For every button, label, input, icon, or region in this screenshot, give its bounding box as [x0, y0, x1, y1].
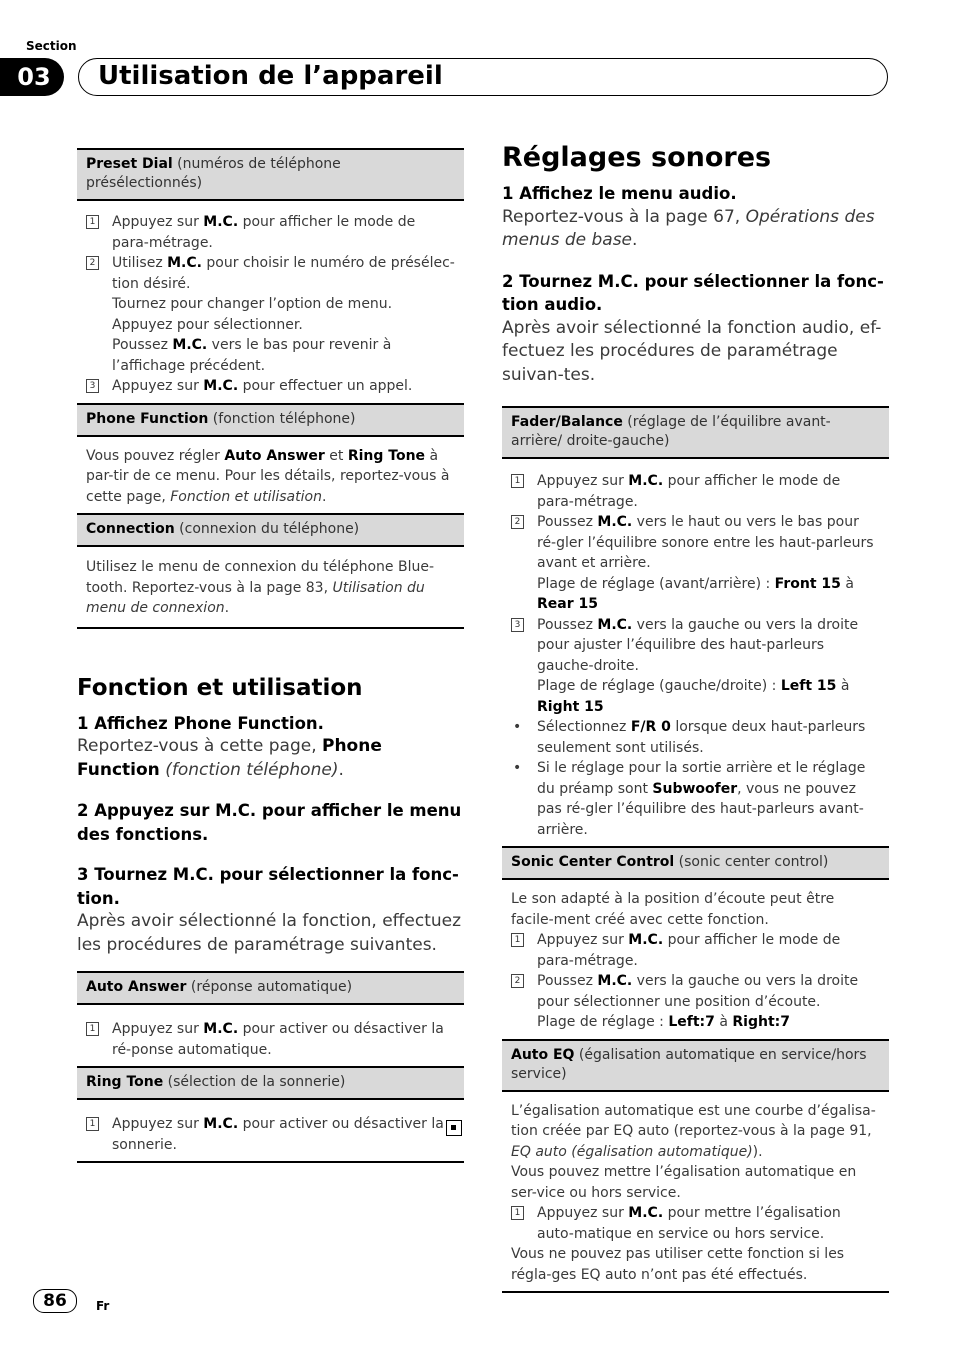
preset-dial-body — [77, 201, 464, 405]
sonic-center-header: Sonic Center Control (sonic center control) — [502, 848, 889, 880]
auto-answer-body — [77, 1005, 464, 1068]
section-heading-fonction: Fonction et utilisation — [77, 674, 363, 701]
bullet-item: • Si le réglage pour la sortie arrière et le réglage du préamp sont Subwoofer, vous ne pouvez pas ré-gler l’équilibre des haut-parleurs avant-arrière. — [513, 760, 866, 838]
list-item: 2 Utilisez M.C. pour choisir le numéro de présélec-tion désiré. Tournez pour changer l’option de menu. Appuyez pour sélectionner. Poussez M.C. vers le bas pour revenir à l’affichage précédent. — [86, 253, 455, 376]
section-number-badge: 03 — [0, 58, 64, 96]
step-1-text: Reportez-vous à cette page, Phone Function (fonction téléphone). — [77, 736, 382, 780]
step-2-title: 2 Tournez M.C. pour sélectionner la fonc-tion audio. — [502, 271, 884, 314]
step-1-text: Reportez-vous à la page 67, Opérations des menus de base. — [502, 206, 875, 250]
end-of-section-icon — [446, 1120, 462, 1136]
page-number: 86 — [33, 1289, 77, 1313]
phone-function-header: Phone Function (fonction téléphone) — [77, 405, 464, 437]
step-3-text: Après avoir sélectionné la fonction, effectuez les procédures de paramétrage suivantes. — [77, 911, 462, 955]
right-column — [502, 140, 889, 1293]
list-item: 1 Appuyez sur M.C. pour afficher le mode de para-métrage. — [511, 930, 880, 971]
auto-eq-header: Auto EQ (égalisation automatique en service/hors service) — [502, 1041, 889, 1092]
section-label: Section — [26, 39, 77, 53]
phone-function-body: Vous pouvez régler Auto Answer et Ring Tone à par-tir de ce menu. Pour les détails, reportez-vous à cette page, Fonction et utilisation. — [77, 437, 464, 516]
list-item: 2 Poussez M.C. vers le haut ou vers le bas pour ré-gler l’équilibre sonore entre les haut-parleurs avant et arrière. Plage de réglage (avant/arrière) : Front 15 à Rear 15 — [511, 512, 880, 615]
list-item: 1 Appuyez sur M.C. pour afficher le mode de para-métrage. — [511, 471, 880, 512]
step-3-title: 3 Tournez M.C. pour sélectionner la fonc-tion. — [77, 865, 459, 908]
list-item: 1 Appuyez sur M.C. pour activer ou désactiver la sonnerie. — [86, 1114, 455, 1155]
list-item: 3 Appuyez sur M.C. pour effectuer un appel. — [86, 376, 455, 397]
connection-header: Connection (connexion du téléphone) — [77, 515, 464, 547]
left-column — [77, 148, 464, 1163]
list-item: 2 Poussez M.C. vers la gauche ou vers la droite pour sélectionner une position d’écoute. Plage de réglage : Left:7 à Right:7 — [511, 971, 880, 1033]
ring-tone-body — [77, 1100, 464, 1163]
section-heading-reglages: Réglages sonores — [502, 142, 772, 173]
ring-tone-header: Ring Tone (sélection de la sonnerie) — [77, 1068, 464, 1100]
bullet-item: • Sélectionnez F/R 0 lorsque deux haut-parleurs seulement sont utilisés. — [513, 719, 866, 756]
auto-answer-header: Auto Answer (réponse automatique) — [77, 971, 464, 1005]
list-item: 1 Appuyez sur M.C. pour activer ou désactiver la ré-ponse automatique. — [86, 1019, 455, 1060]
list-item: 3 Poussez M.C. vers la gauche ou vers la droite pour ajuster l’équilibre des haut-parleurs gauche-droite. Plage de réglage (gauche/droite) : Left 15 à Right 15 — [511, 615, 880, 718]
step-1-title: 1 Affichez le menu audio. — [502, 184, 737, 203]
list-item: 1 Appuyez sur M.C. pour afficher le mode de para-métrage. — [86, 212, 455, 253]
step-2-title: 2 Appuyez sur M.C. pour afficher le menu des fonctions. — [77, 801, 462, 844]
auto-eq-body: L’égalisation automatique est une courbe d’égalisa-tion créée par EQ auto (reportez-vous à la page 91, EQ auto (égalisation automatique)). Vous pouvez mettre l’égalisation automatique en ser-vice ou hors service. 1 Appuyez sur M.C. pour mettre l’égalisation auto-matique en service ou hors service. Vous ne pouvez pas utiliser cette fonction si les régla-ges EQ auto n’ont pas été effectués. — [502, 1092, 889, 1294]
sonic-center-body: Le son adapté à la position d’écoute peut être facile-ment créé avec cette fonction. 1 Appuyez sur M.C. pour afficher le mode de para-métrage. 2 Poussez M.C. vers la gauche ou vers la droite pour sélectionner une position d’écoute. Plage de réglage : Left:7 à Right:7 — [502, 880, 889, 1041]
fader-balance-body — [502, 459, 889, 848]
fader-balance-header: Fader/Balance (réglage de l’équilibre avant-arrière/ droite-gauche) — [502, 406, 889, 459]
connection-body: Utilisez le menu de connexion du téléphone Blue-tooth. Reportez-vous à la page 83, Utilisation du menu de connexion. — [77, 547, 464, 629]
step-1-title: 1 Affichez Phone Function. — [77, 713, 324, 733]
language-label: Fr — [96, 1299, 110, 1313]
step-2-text: Après avoir sélectionné la fonction audio, ef-fectuez les procédures de paramétrage suivan-tes. — [502, 317, 882, 385]
preset-dial-header: Preset Dial (numéros de téléphone présélectionnés) — [77, 148, 464, 201]
page-title: Utilisation de l’appareil — [98, 61, 443, 91]
list-item: 1 Appuyez sur M.C. pour mettre l’égalisation auto-matique en service ou hors service. — [511, 1203, 880, 1244]
